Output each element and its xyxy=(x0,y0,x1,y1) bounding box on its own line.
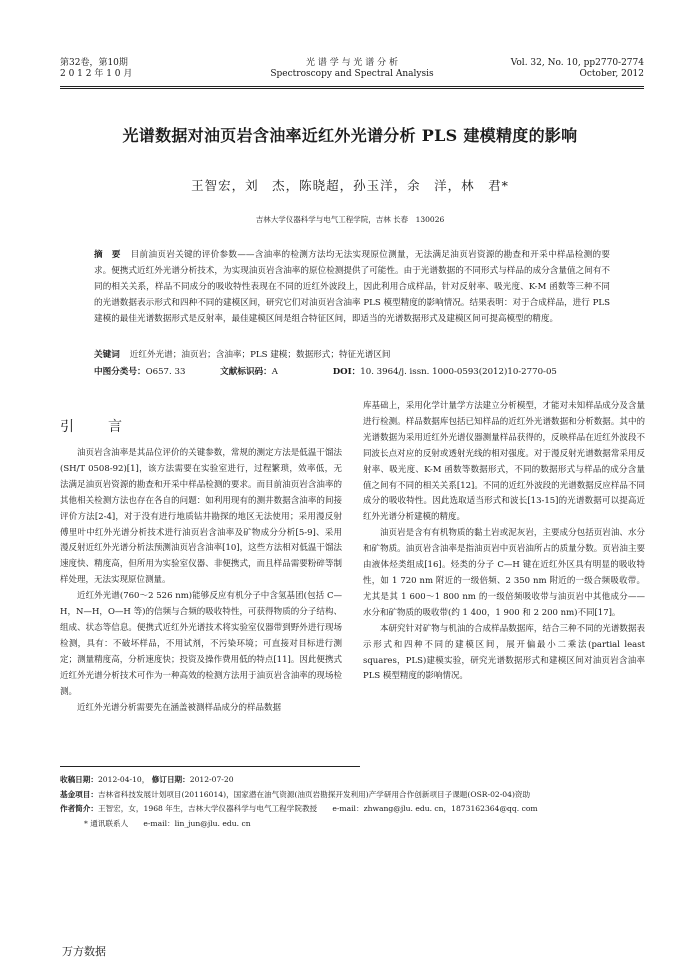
date-cn: 2 0 1 2 年 1 0 月 xyxy=(60,69,133,79)
received-date: 2012-04-10， xyxy=(97,775,150,784)
footnote-dates xyxy=(60,773,660,788)
received-label: 收稿日期： xyxy=(60,775,98,784)
footnotes xyxy=(60,773,660,831)
classification-row xyxy=(94,365,610,379)
paper-title: 光谱数据对油页岩含油率近红外光谱分析 PLS 建模精度的影响 xyxy=(122,126,578,145)
affiliation: 吉林大学仪器科学与电气工程学院，吉林 长春 130026 xyxy=(255,215,445,224)
footnote-author xyxy=(60,802,660,817)
footnote-rule xyxy=(60,766,360,767)
doc-code-label: 文献标识码： xyxy=(220,367,272,377)
fund-label: 基金项目： xyxy=(60,789,98,799)
fund-text: 吉林省科技发展计划项目(20116014)，国家潜在油气资源(油页岩勘探开发利用)产学研用合作创新项目子课题(OSR-02-04)资助 xyxy=(97,789,531,799)
keywords xyxy=(94,348,610,362)
revised-label: 修订日期： xyxy=(151,775,190,784)
author-bio-label: 作者简介： xyxy=(60,804,98,813)
header-right xyxy=(511,58,644,80)
paragraph: 油页岩是含有有机物质的黏土岩或泥灰岩，主要成分包括页岩油、水分和矿物质。油页岩含油率是指油页岩中页岩油所占的质量分数。页岩油主要由液体烃类组成[16]。烃类的分子 C—H 键在近红外区具有明显的吸收特性，如 1 720 nm 附近的一级倍频、2 350 nm 附近的一级合频吸收带。尤其是其 1 600～1 800 nm 的一级倍频吸收带与油页岩中其他成分——水分和矿物质的吸收带(约 1 400，1 900 和 2 200 nm)不同[17]。 xyxy=(363,528,645,618)
author-list: 王智宏，刘 杰，陈晓超，孙玉洋，余 洋，林 君* xyxy=(191,178,509,193)
paragraph: 近红外光谱(760～2 526 nm)能够反应有机分子中含氢基团(包括 C—H，N—H，O—H 等)的信频与合频的吸收特性，可获得物质的分子结构、组成、状态等信息。便携式近红外光谱技术将实验室仪器带到野外进行现场检测，具有：不破坏样品，不用试剂，不污染环境；可直接对目标进行测定；测量精度高，分析速度快；投资及操作费用低的特点[11]。因此便携式近红外光谱分析技术可作为一种高效的检测方法用于油页岩含油率的现场检测。 xyxy=(60,591,342,697)
abstract xyxy=(94,248,610,328)
header-rule-thin xyxy=(60,88,644,89)
section-heading-introduction: 引 言 xyxy=(60,419,132,435)
watermark: 万方数据 xyxy=(62,945,106,958)
footnote-fund xyxy=(60,788,660,803)
header-rule xyxy=(60,86,644,87)
volume-cn: 第32卷，第10期 xyxy=(60,58,128,68)
abstract-label: 摘 要 xyxy=(94,250,121,260)
date-en: October, 2012 xyxy=(579,69,644,79)
keywords-label: 关键词 xyxy=(94,350,120,360)
paragraph: 近红外光谱分析需要先在涵盖被测样品成分的样品数据 xyxy=(77,702,282,713)
doc-code-value: A xyxy=(271,367,278,377)
paragraph: 本研究针对矿物与机油的合成样品数据库，结合三种不同的光谱数据表示形式和四种不同的建模区间，展开偏最小二乘法(partial least squares，PLS)建模实验，研究光谱数据形式和建模区间对油页岩含油率 PLS 模型精度的影响情况。 xyxy=(363,623,645,682)
paragraph: 油页岩含油率是其品位评价的关键参数，常规的测定方法是低温干馏法(SH/T 0508-92)[1]，该方法需要在实验室进行，过程繁琐，效率低，无法满足油页岩资源的勘查和开采中样品检测的要求。而目前油页岩含油率的其他相关检测方法也存在各自的问题：如利用现有的测井数据含油率的间接评价方法[2-4]，对于没有进行地质钻井勘探的地区无法使用；采用漫反射傅里叶中红外光谱分析技术进行油页岩含油率及矿物成分分析[5-9]、采用漫反射近红外光谱分析法预测油页岩含油率[10]，这些方法相对低温干馏法速度快、精度高，但所用为实验室仪器、非便携式，而且样品需要粉碎等制样处理，无法实现原位测量。 xyxy=(60,448,342,586)
keywords-text: 近红外光谱；油页岩；含油率；PLS 建模；数据形式；特征光谱区间 xyxy=(129,350,391,360)
journal-cn: 光 谱 学 与 光 谱 分 析 xyxy=(305,58,399,68)
abstract-text: 目前油页岩关键的评价参数——含油率的检测方法均无法实现原位测量，无法满足油页岩资源的勘查和开采中样品检测的要求。便携式近红外光谱分析技术，为实现油页岩含油率的原位检测提供了可能性。由于光谱数据的不同形式与样品的成分含量值之间有不同的相关关系，样品不同成分的吸收特性表现在不同的近红外波段上，因此利用合成样品，针对反射率、吸光度、K-M 函数等三种不同的光谱数据表示形式和四种不同的建模区间，研究它们对油页岩含油率 PLS 模型精度的影响情况。结果表明：对于合成样品，进行 PLS 建模的最佳光谱数据形式是反射率，最佳建模区间是组合特征区间，即适当的光谱数据形式及建模区间可提高模型的精度。 xyxy=(94,250,610,324)
left-column xyxy=(60,446,342,716)
running-header xyxy=(60,58,644,86)
paragraph: 库基础上，采用化学计量学方法建立分析模型，才能对未知样品成分及含量进行检测。样品数据库包括已知样品的近红外光谱数据和分析数据。其中的光谱数据为采用近红外光谱仪器测量样品获得的，反映样品在近红外波段不同波长点对应的反射或透射光线的相对强度。对于漫反射光谱数据常采用反射率、吸光度、K-M 函数等数据形式，不同的数据形式与样品的成分含量值之间有不同的相关关系[12]。不同的近红外波段的光谱数据反应样品不同成分的吸收特性。因此选取适当形式和波长[13-15]的光谱数据可以提高近红外光谱分析建模的精度。 xyxy=(363,401,645,523)
doi-value: 10. 3964/j. issn. 1000-0593(2012)10-2770-05 xyxy=(360,367,557,377)
journal-en: Spectroscopy and Spectral Analysis xyxy=(270,69,434,79)
doi-label: DOI： xyxy=(332,367,361,377)
volume-en: Vol. 32, No. 10, pp2770-2774 xyxy=(510,58,644,68)
footnote-corresponding: * 通讯联系人 e-mail：lin_jun@jlu. edu. cn xyxy=(84,818,251,828)
author-bio-text: 王智宏，女，1968 年生，吉林大学仪器科学与电气工程学院教授 e-mail：zhwang@jlu. edu. cn，18731623​64@qq. com xyxy=(97,804,538,813)
clc-label: 中图分类号： xyxy=(94,367,146,377)
clc-value: O657. 33 xyxy=(145,367,186,377)
revised-date: 2012-07-20 xyxy=(189,775,234,784)
right-column xyxy=(363,399,645,685)
